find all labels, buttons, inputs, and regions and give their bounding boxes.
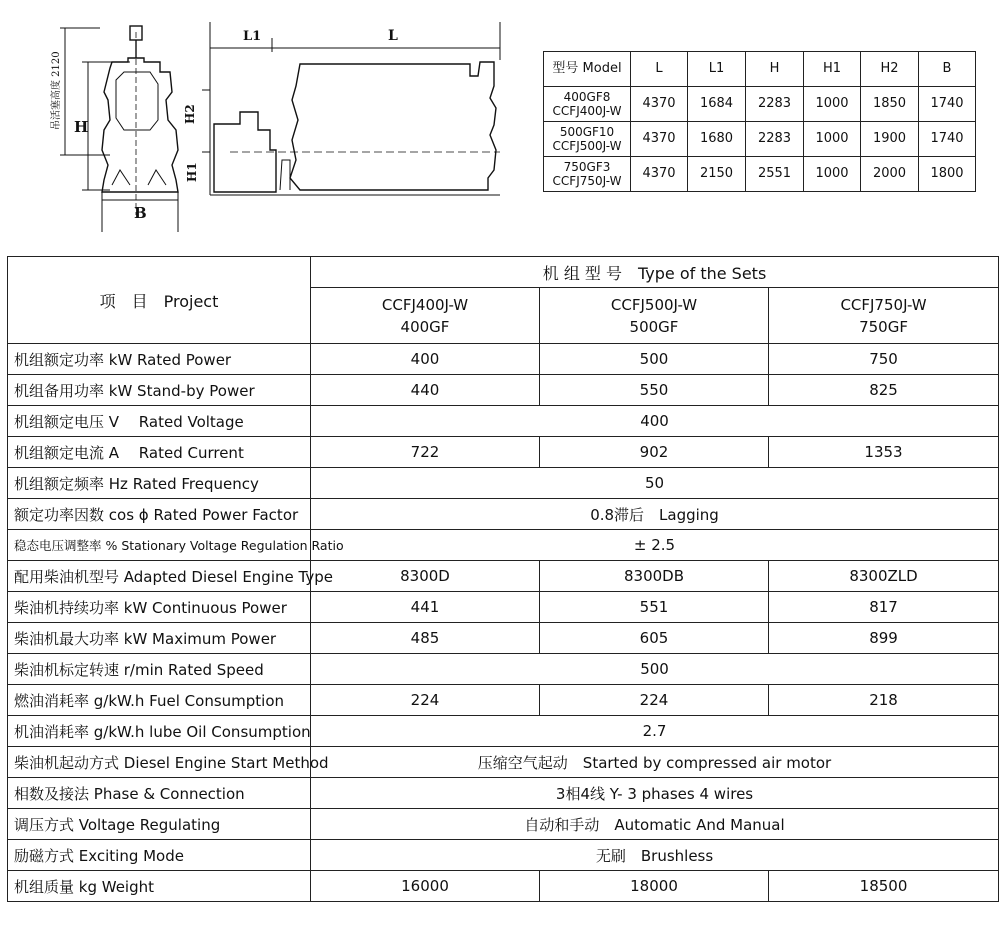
spec-label: 柴油机标定转速 r/min Rated Speed: [8, 654, 311, 685]
label-b: B: [134, 204, 147, 222]
spec-value: 899: [769, 623, 999, 654]
model-header-500: CCFJ500J-W 500GF: [540, 288, 769, 344]
spec-value: 0.8滞后 Lagging: [311, 499, 999, 530]
spec-label: 相数及接法 Phase & Connection: [8, 778, 311, 809]
spec-value: 500: [540, 344, 769, 375]
spec-value: 8300DB: [540, 561, 769, 592]
dim-value: 1800: [919, 157, 976, 192]
dim-header-l: L: [631, 52, 688, 87]
spec-row-weight: [8, 871, 999, 902]
dim-value: 1000: [804, 87, 861, 122]
dim-value: 1000: [804, 157, 861, 192]
label-h: H: [74, 118, 89, 136]
spec-row-oil-consumption: [8, 716, 999, 747]
spec-value: 18500: [769, 871, 999, 902]
dim-value: 1680: [688, 122, 746, 157]
spec-value: 218: [769, 685, 999, 716]
dim-value: 2551: [746, 157, 804, 192]
label-l1: L1: [243, 29, 262, 44]
spec-label: 燃油消耗率 g/kW.h Fuel Consumption: [8, 685, 311, 716]
dimension-row: [544, 157, 976, 192]
label-l: L: [388, 28, 398, 44]
dimension-table: [543, 51, 976, 192]
spec-value: 3相4线 Y- 3 phases 4 wires: [311, 778, 999, 809]
spec-label: 柴油机最大功率 kW Maximum Power: [8, 623, 311, 654]
spec-value: ± 2.5: [311, 530, 999, 561]
spec-value: 8300ZLD: [769, 561, 999, 592]
spec-row-voltage-regulation: [8, 530, 999, 561]
spec-header-row: [8, 257, 999, 288]
spec-value: 压缩空气起动 Started by compressed air motor: [311, 747, 999, 778]
spec-row-rated-current: [8, 437, 999, 468]
spec-row-standby-power: [8, 375, 999, 406]
model-header-400: CCFJ400J-W 400GF: [311, 288, 540, 344]
dimension-header-row: [544, 52, 976, 87]
spec-row-rated-speed: [8, 654, 999, 685]
dim-value: 4370: [631, 157, 688, 192]
spec-row-rated-power: [8, 344, 999, 375]
spec-value: 224: [540, 685, 769, 716]
dim-value: 1684: [688, 87, 746, 122]
dim-header-b: B: [919, 52, 976, 87]
spec-label: 调压方式 Voltage Regulating: [8, 809, 311, 840]
spec-value: 902: [540, 437, 769, 468]
dim-value: 2283: [746, 87, 804, 122]
spec-row-engine-type: [8, 561, 999, 592]
spec-label: 柴油机持续功率 kW Continuous Power: [8, 592, 311, 623]
dim-header-h: H: [746, 52, 804, 87]
spec-value: 224: [311, 685, 540, 716]
model-header-750: CCFJ750J-W 750GF: [769, 288, 999, 344]
genset-outline-drawing: [0, 0, 540, 245]
side-view-outline: [202, 22, 500, 195]
spec-row-power-factor: [8, 499, 999, 530]
spec-value: 750: [769, 344, 999, 375]
dim-header-h1: H1: [804, 52, 861, 87]
dim-model-cell: 500GF10 CCFJ500J-W: [544, 122, 631, 157]
spec-label: 柴油机起动方式 Diesel Engine Start Method: [8, 747, 311, 778]
spec-value: 50: [311, 468, 999, 499]
dim-value: 1850: [861, 87, 919, 122]
spec-value: 605: [540, 623, 769, 654]
spec-row-rated-voltage: [8, 406, 999, 437]
spec-value: 441: [311, 592, 540, 623]
spec-value: 自动和手动 Automatic And Manual: [311, 809, 999, 840]
dim-model-cell: 750GF3 CCFJ750J-W: [544, 157, 631, 192]
spec-value: 485: [311, 623, 540, 654]
dim-header-h2: H2: [861, 52, 919, 87]
spec-label: 励磁方式 Exciting Mode: [8, 840, 311, 871]
dim-value: 1740: [919, 87, 976, 122]
spec-value: 551: [540, 592, 769, 623]
spec-row-rated-frequency: [8, 468, 999, 499]
spec-row-phase-connection: [8, 778, 999, 809]
spec-row-start-method: [8, 747, 999, 778]
dim-value: 2150: [688, 157, 746, 192]
dim-model-cell: 400GF8 CCFJ400J-W: [544, 87, 631, 122]
spec-label: 机组额定频率 Hz Rated Frequency: [8, 468, 311, 499]
label-hoist-height: 吊活塞高度 2120: [51, 51, 62, 130]
spec-label: 额定功率因数 cos ϕ Rated Power Factor: [8, 499, 311, 530]
spec-value: 16000: [311, 871, 540, 902]
project-header: 项 目 Project: [8, 257, 311, 344]
dimension-row: [544, 122, 976, 157]
spec-label: 机组额定电压 V Rated Voltage: [8, 406, 311, 437]
spec-label: 机组备用功率 kW Stand-by Power: [8, 375, 311, 406]
dim-header-model: 型号 Model: [544, 52, 631, 87]
spec-value: 18000: [540, 871, 769, 902]
spec-value: 2.7: [311, 716, 999, 747]
spec-value: 825: [769, 375, 999, 406]
spec-label: 机油消耗率 g/kW.h lube Oil Consumption: [8, 716, 311, 747]
spec-label: 配用柴油机型号 Adapted Diesel Engine Type: [8, 561, 311, 592]
spec-value: 817: [769, 592, 999, 623]
dim-value: 1000: [804, 122, 861, 157]
label-h2: H2: [183, 104, 197, 124]
dimension-row: [544, 87, 976, 122]
label-h1: H1: [185, 162, 199, 182]
spec-row-maximum-power: [8, 623, 999, 654]
spec-value: 400: [311, 344, 540, 375]
spec-value: 550: [540, 375, 769, 406]
spec-value: 1353: [769, 437, 999, 468]
dim-header-l1: L1: [688, 52, 746, 87]
spec-value: 500: [311, 654, 999, 685]
spec-label: 机组额定电流 A Rated Current: [8, 437, 311, 468]
dim-value: 4370: [631, 87, 688, 122]
spec-label: 机组质量 kg Weight: [8, 871, 311, 902]
spec-row-exciting-mode: [8, 840, 999, 871]
spec-label: 机组额定功率 kW Rated Power: [8, 344, 311, 375]
spec-value: 440: [311, 375, 540, 406]
type-of-sets-header: 机 组 型 号 Type of the Sets: [311, 257, 999, 288]
dim-value: 2283: [746, 122, 804, 157]
spec-value: 722: [311, 437, 540, 468]
spec-row-fuel-consumption: [8, 685, 999, 716]
spec-label: 稳态电压调整率 % Stationary Voltage Regulation Ratio: [8, 530, 311, 561]
spec-row-voltage-regulating: [8, 809, 999, 840]
dim-value: 1900: [861, 122, 919, 157]
spec-row-continuous-power: [8, 592, 999, 623]
spec-value: 400: [311, 406, 999, 437]
spec-value: 无刷 Brushless: [311, 840, 999, 871]
dim-value: 1740: [919, 122, 976, 157]
dim-value: 2000: [861, 157, 919, 192]
specification-table: [7, 256, 999, 902]
spec-value: 8300D: [311, 561, 540, 592]
dim-value: 4370: [631, 122, 688, 157]
